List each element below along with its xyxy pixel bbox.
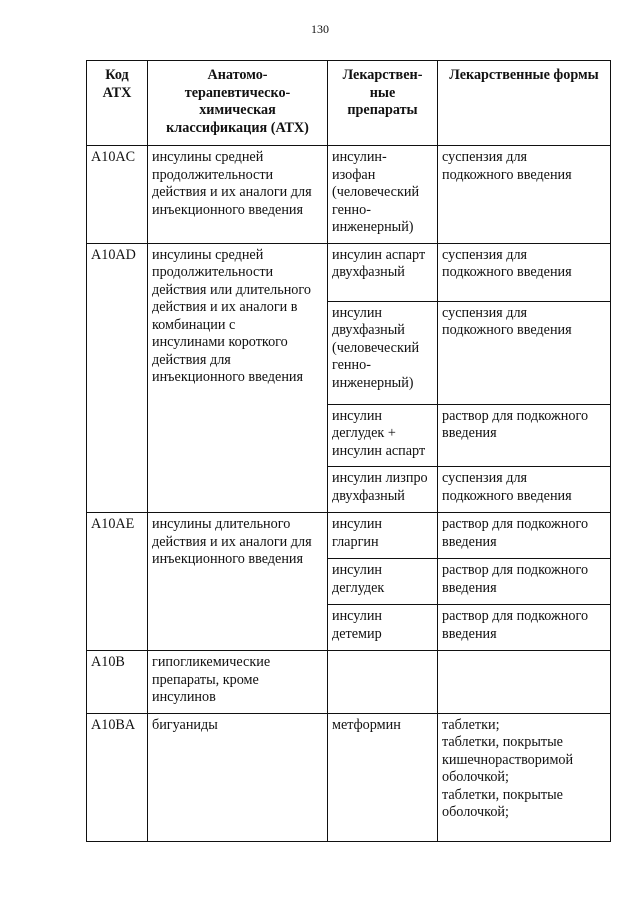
classification-cell: инсулины средней продолжительности действия и их аналоги для инъекционного введения [148, 146, 328, 244]
drug-cell: метформин [328, 713, 438, 841]
dosage-form-cell: суспензия для подкожного введения [438, 467, 611, 513]
table-header-row [87, 61, 611, 146]
atc-code-cell: A10AC [87, 146, 148, 244]
classification-cell: инсулины длительного действия и их аналоги для инъекционного введения [148, 513, 328, 651]
table-row [87, 713, 611, 841]
drug-cell: инсулин гларгин [328, 513, 438, 559]
table-row [87, 243, 611, 301]
atc-code-cell: A10AD [87, 243, 148, 513]
dosage-form-cell: суспензия для подкожного введения [438, 146, 611, 244]
dosage-form-cell: суспензия для подкожного введения [438, 301, 611, 404]
dosage-form-cell: таблетки; таблетки, покрытые кишечнорастворимой оболочкой; таблетки, покрытые оболочкой; [438, 713, 611, 841]
classification-cell: бигуаниды [148, 713, 328, 841]
classification-cell: гипогликемические препараты, кроме инсулинов [148, 651, 328, 714]
drug-cell [328, 651, 438, 714]
drug-cell: инсулин деглудек [328, 559, 438, 605]
classification-cell: инсулины средней продолжительности действия или длительного действия и их аналоги в комбинации с инсулинами короткого действия для инъекционного введения [148, 243, 328, 513]
header-code: Код АТХ [87, 61, 148, 146]
table-row [87, 146, 611, 244]
table-row [87, 513, 611, 559]
dosage-form-cell: раствор для подкожного введения [438, 513, 611, 559]
atc-code-cell: A10B [87, 651, 148, 714]
drug-cell: инсулин аспарт двухфазный [328, 243, 438, 301]
drug-cell: инсулин деглудек + инсулин аспарт [328, 404, 438, 467]
header-classification: Анатомо- терапевтическо- химическая классификация (АТХ) [148, 61, 328, 146]
drug-cell: инсулин- изофан (человеческий генно- инженерный) [328, 146, 438, 244]
header-dosage-forms: Лекарственные формы [438, 61, 611, 146]
dosage-form-cell [438, 651, 611, 714]
atc-classification-table [86, 60, 611, 842]
dosage-form-cell: раствор для подкожного введения [438, 404, 611, 467]
drug-cell: инсулин лизпро двухфазный [328, 467, 438, 513]
drug-cell: инсулин двухфазный (человеческий генно- инженерный) [328, 301, 438, 404]
header-drugs: Лекарствен- ные препараты [328, 61, 438, 146]
dosage-form-cell: суспензия для подкожного введения [438, 243, 611, 301]
table-row [87, 651, 611, 714]
atc-code-cell: A10AE [87, 513, 148, 651]
page-number: 130 [311, 22, 329, 36]
atc-code-cell: A10BA [87, 713, 148, 841]
drug-cell: инсулин детемир [328, 605, 438, 651]
dosage-form-cell: раствор для подкожного введения [438, 559, 611, 605]
dosage-form-cell: раствор для подкожного введения [438, 605, 611, 651]
